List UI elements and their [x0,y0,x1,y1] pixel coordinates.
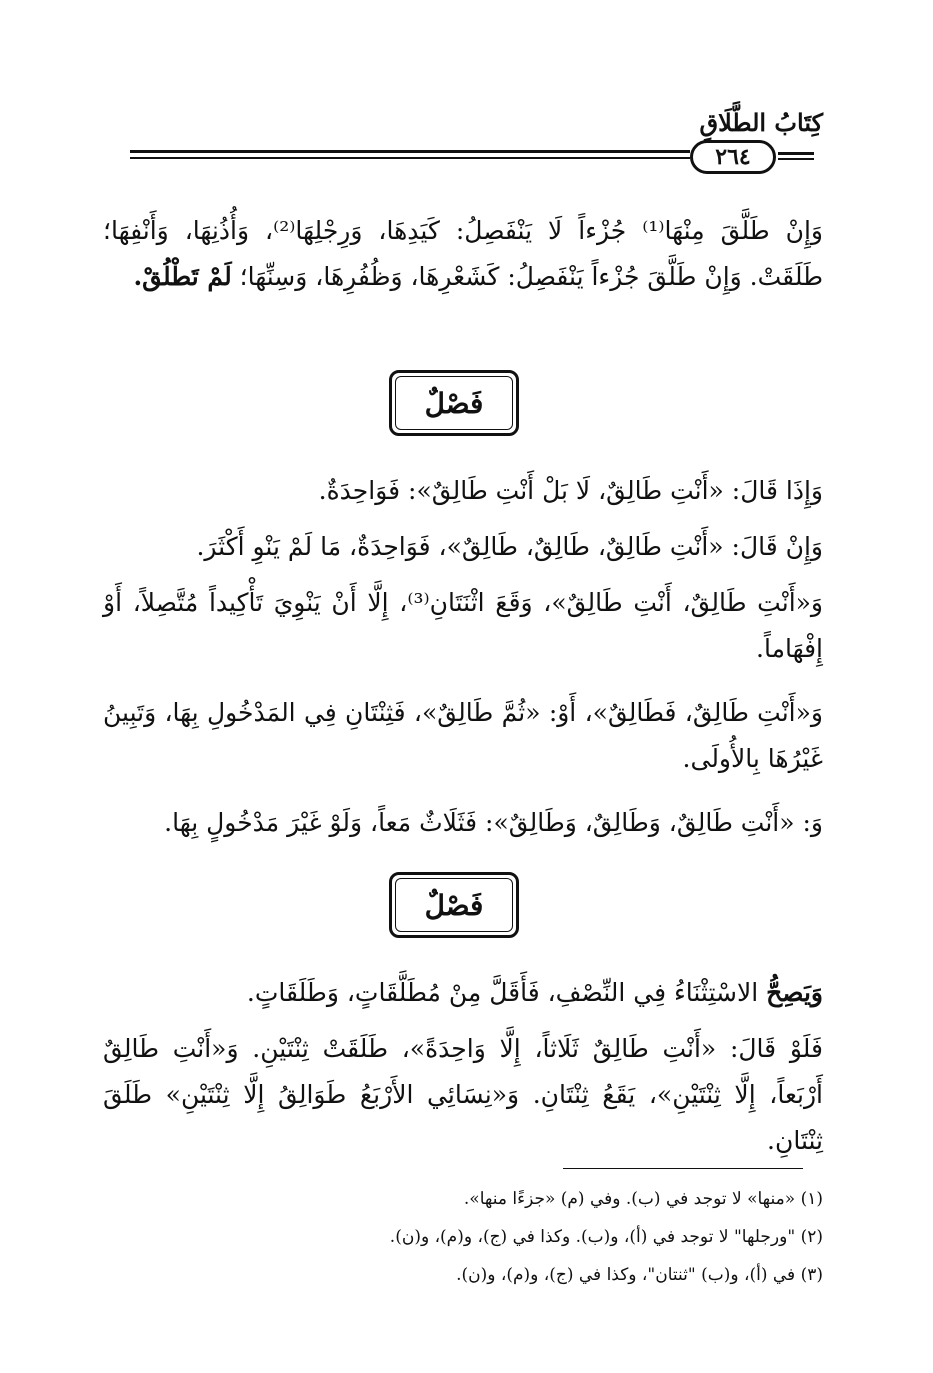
footnote-2-text: "ورجلها" لا توجد في (أ)، و(ب). وكذا في (ج)، و(م)، و(ن). [389,1227,796,1247]
header-rule [130,146,690,166]
paragraph-2: وَإِذَا قَالَ: «أَنْتِ طَالِقٌ، لَا بَلْ أَنْتِ طَالِقٌ»: فَوَاحِدَةٌ. [318,476,823,505]
footnote-1-text: «منها» لا توجد في (ب). وفي (م) «جزءًا منها». [463,1189,796,1209]
paragraph-1 [103,208,823,300]
footnote-rule [563,1168,803,1169]
paragraph-3: وَإِنْ قَالَ: «أَنْتِ طَالِقٌ، طَالِقٌ، طَالِقٌ»، فَوَاحِدَةٌ، مَا لَمْ يَنْوِ أَكْثَرَ. [196,532,823,561]
paragraph-7 [103,970,823,1016]
paragraph-1-text: وَإِنْ طَلَّقَ مِنْهَا⁽¹⁾ جُزْءاً لَا يَنْفَصِلُ: كَيَدِهَا، وَرِجْلِهَا⁽²⁾، وَأُذُنِهَا، وَأَنْفِهَا؛ طَلَقَتْ. وَإِنْ طَلَّقَ جُزْءاً يَنْفَصِلُ: كَشَعْرِهَا، وَظُفُرِهَا، وَسِنِّهَا؛ [103,216,823,291]
footnote-3-text: في (أ)، و(ب) "ثنتان"، وكذا في (ج)، و(م)، و(ن). [456,1265,796,1285]
paragraph-1-bold: لَمْ تَطْلُقْ. [133,262,232,291]
footnote-2 [103,1222,823,1252]
page-number: ٢٦٤ [690,140,776,174]
paragraph-7-text: الاسْتِثْنَاءُ فِي النِّصْفِ، فَأَقَلَّ مِنْ مُطَلَّقَاتٍ، وَطَلَقَاتٍ. [246,978,759,1007]
running-header-title: كِتَابُ الطَّلَاقِ [699,108,823,137]
footnote-3 [103,1260,823,1290]
section-header-1-label: فَصْلٌ [424,386,484,420]
paragraph-5: وَ«أَنْتِ طَالِقٌ، فَطَالِقٌ»، أَوْ: «ثُمَّ طَالِقٌ»، فَثِنْتَانِ فِي المَدْخُولِ بِهَا، وَتَبِينُ غَيْرُهَا بِالأُولَى. [103,698,823,773]
section-header-2-label: فَصْلٌ [424,888,484,922]
section-header-2 [389,872,519,938]
paragraph-8: فَلَوْ قَالَ: «أَنْتِ طَالِقٌ ثَلَاثاً، إِلَّا وَاحِدَةً»، طَلَقَتْ ثِنْتَيْنِ. وَ«أَنْتِ طَالِقٌ أَرْبَعاً، إِلَّا ثِنْتَيْنِ»، يَقَعُ ثِنْتَانِ. وَ«نِسَائِي الأَرْبَعُ طَوَالِقُ إِلَّا ثِنْتَيْنِ» طَلَقَ ثِنْتَانِ. [103,1034,823,1155]
paragraph-6: وَ: «أَنْتِ طَالِقٌ، وَطَالِقٌ، وَطَالِقٌ»: فَثَلَاثٌ مَعاً، وَلَوْ غَيْرَ مَدْخُولٍ بِهَا. [164,808,823,837]
header-dash [778,152,814,162]
paragraph-7-bold: وَيَصِحُّ [766,978,823,1007]
footnote-1-number: (١) [800,1189,823,1209]
footnote-3-number: (٣) [800,1265,823,1285]
footnote-2-number: (٢) [800,1227,823,1247]
footnote-1 [103,1184,823,1214]
section-header-1 [389,370,519,436]
paragraph-4: وَ«أَنْتِ طَالِقٌ، أَنْتِ طَالِقٌ»، وَقَعَ اثْنَتَانِ⁽³⁾، إِلَّا أَنْ يَنْوِيَ تَأْكِيداً مُتَّصِلاً، أَوْ إِفْهَاماً. [103,588,824,663]
